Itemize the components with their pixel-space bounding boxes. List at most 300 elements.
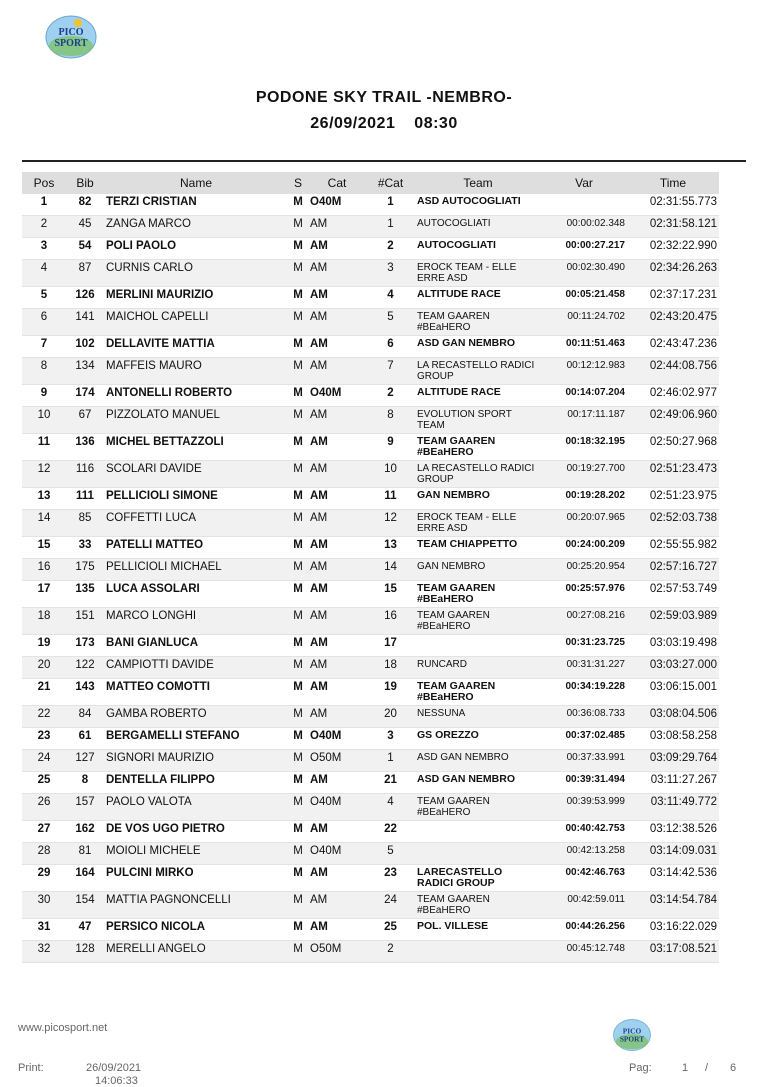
cell-team: TEAM GAAREN #BEaHERO xyxy=(415,434,541,461)
cell-name: BANI GIANLUCA xyxy=(104,635,288,657)
cell-cat: AM xyxy=(308,865,366,892)
cell-var: 00:19:27.700 xyxy=(541,461,627,488)
cell-var: 00:44:26.256 xyxy=(541,919,627,941)
cell-sex: M xyxy=(288,336,308,358)
cell-sex: M xyxy=(288,728,308,750)
cell-catpos: 23 xyxy=(366,865,415,892)
table-row xyxy=(22,794,719,821)
cell-var: 00:42:46.763 xyxy=(541,865,627,892)
cell-pos: 21 xyxy=(22,679,66,706)
cell-time: 03:08:58.258 xyxy=(627,728,719,750)
cell-catpos: 15 xyxy=(366,581,415,608)
cell-catpos: 8 xyxy=(366,407,415,434)
cell-catpos: 1 xyxy=(366,216,415,238)
col-header-bib: Bib xyxy=(66,172,104,194)
cell-bib: 128 xyxy=(66,941,104,963)
table-row xyxy=(22,750,719,772)
cell-cat: AM xyxy=(308,309,366,336)
cell-time: 03:17:08.521 xyxy=(627,941,719,963)
cell-name: MAICHOL CAPELLI xyxy=(104,309,288,336)
cell-bib: 85 xyxy=(66,510,104,537)
cell-name: PIZZOLATO MANUEL xyxy=(104,407,288,434)
cell-catpos: 17 xyxy=(366,635,415,657)
table-row xyxy=(22,728,719,750)
cell-var: 00:00:02.348 xyxy=(541,216,627,238)
cell-sex: M xyxy=(288,843,308,865)
picosport-logo-small xyxy=(612,1018,652,1052)
cell-bib: 54 xyxy=(66,238,104,260)
cell-bib: 61 xyxy=(66,728,104,750)
cell-catpos: 1 xyxy=(366,750,415,772)
cell-sex: M xyxy=(288,581,308,608)
cell-sex: M xyxy=(288,941,308,963)
cell-catpos: 12 xyxy=(366,510,415,537)
cell-catpos: 11 xyxy=(366,488,415,510)
cell-var: 00:39:31.494 xyxy=(541,772,627,794)
cell-cat: AM xyxy=(308,657,366,679)
cell-sex: M xyxy=(288,287,308,309)
table-row xyxy=(22,488,719,510)
cell-pos: 20 xyxy=(22,657,66,679)
cell-name: DE VOS UGO PIETRO xyxy=(104,821,288,843)
print-date: 26/09/2021 xyxy=(86,1062,142,1074)
cell-team: TEAM GAAREN #BEaHERO xyxy=(415,679,541,706)
cell-pos: 9 xyxy=(22,385,66,407)
cell-name: DENTELLA FILIPPO xyxy=(104,772,288,794)
cell-name: PERSICO NICOLA xyxy=(104,919,288,941)
cell-bib: 162 xyxy=(66,821,104,843)
cell-time: 02:32:22.990 xyxy=(627,238,719,260)
cell-cat: O50M xyxy=(308,750,366,772)
table-row xyxy=(22,537,719,559)
cell-pos: 26 xyxy=(22,794,66,821)
cell-var: 00:24:00.209 xyxy=(541,537,627,559)
cell-cat: AM xyxy=(308,608,366,635)
table-row xyxy=(22,941,719,963)
cell-sex: M xyxy=(288,216,308,238)
cell-var: 00:05:21.458 xyxy=(541,287,627,309)
cell-team: EROCK TEAM - ELLE ERRE ASD xyxy=(415,260,541,287)
cell-var xyxy=(541,194,627,216)
cell-time: 03:11:49.772 xyxy=(627,794,719,821)
cell-name: MARCO LONGHI xyxy=(104,608,288,635)
table-row xyxy=(22,461,719,488)
table-row xyxy=(22,336,719,358)
cell-time: 02:46:02.977 xyxy=(627,385,719,407)
cell-var: 00:25:57.976 xyxy=(541,581,627,608)
cell-name: MAFFEIS MAURO xyxy=(104,358,288,385)
cell-catpos: 2 xyxy=(366,385,415,407)
event-date: 26/09/2021 xyxy=(310,115,396,132)
cell-sex: M xyxy=(288,358,308,385)
cell-team: TEAM CHIAPPETTO xyxy=(415,537,541,559)
cell-team xyxy=(415,843,541,865)
cell-team: ASD AUTOCOGLIATI xyxy=(415,194,541,216)
cell-time: 02:37:17.231 xyxy=(627,287,719,309)
cell-var: 00:27:08.216 xyxy=(541,608,627,635)
cell-var: 00:31:31.227 xyxy=(541,657,627,679)
cell-time: 03:03:27.000 xyxy=(627,657,719,679)
cell-time: 02:49:06.960 xyxy=(627,407,719,434)
cell-name: ZANGA MARCO xyxy=(104,216,288,238)
cell-time: 02:34:26.263 xyxy=(627,260,719,287)
cell-sex: M xyxy=(288,537,308,559)
col-header-name: Name xyxy=(104,172,288,194)
cell-time: 02:55:55.982 xyxy=(627,537,719,559)
cell-team: LA RECASTELLO RADICI GROUP xyxy=(415,461,541,488)
cell-bib: 154 xyxy=(66,892,104,919)
cell-bib: 82 xyxy=(66,194,104,216)
cell-pos: 8 xyxy=(22,358,66,385)
cell-sex: M xyxy=(288,510,308,537)
cell-team: TEAM GAAREN #BEaHERO xyxy=(415,794,541,821)
cell-team: AUTOCOGLIATI xyxy=(415,238,541,260)
cell-var: 00:37:33.991 xyxy=(541,750,627,772)
cell-pos: 15 xyxy=(22,537,66,559)
cell-time: 03:12:38.526 xyxy=(627,821,719,843)
cell-team: ASD GAN NEMBRO xyxy=(415,772,541,794)
table-row xyxy=(22,216,719,238)
cell-cat: O40M xyxy=(308,194,366,216)
cell-catpos: 2 xyxy=(366,238,415,260)
cell-bib: 102 xyxy=(66,336,104,358)
cell-cat: AM xyxy=(308,537,366,559)
table-row xyxy=(22,706,719,728)
table-row xyxy=(22,772,719,794)
cell-sex: M xyxy=(288,309,308,336)
cell-name: MICHEL BETTAZZOLI xyxy=(104,434,288,461)
table-row xyxy=(22,821,719,843)
cell-pos: 2 xyxy=(22,216,66,238)
svg-text:SPORT: SPORT xyxy=(619,1034,645,1044)
cell-name: MATTEO COMOTTI xyxy=(104,679,288,706)
cell-pos: 3 xyxy=(22,238,66,260)
cell-time: 02:43:47.236 xyxy=(627,336,719,358)
cell-team: AUTOCOGLIATI xyxy=(415,216,541,238)
results-table xyxy=(22,172,719,963)
cell-catpos: 5 xyxy=(366,309,415,336)
cell-cat: O50M xyxy=(308,941,366,963)
cell-team: ALTITUDE RACE xyxy=(415,287,541,309)
cell-time: 02:44:08.756 xyxy=(627,358,719,385)
cell-pos: 5 xyxy=(22,287,66,309)
cell-team: LA RECASTELLO RADICI GROUP xyxy=(415,358,541,385)
cell-cat: AM xyxy=(308,581,366,608)
cell-bib: 134 xyxy=(66,358,104,385)
cell-bib: 127 xyxy=(66,750,104,772)
cell-team: RUNCARD xyxy=(415,657,541,679)
cell-bib: 126 xyxy=(66,287,104,309)
cell-name: CAMPIOTTI DAVIDE xyxy=(104,657,288,679)
cell-var: 00:40:42.753 xyxy=(541,821,627,843)
cell-time: 02:57:16.727 xyxy=(627,559,719,581)
cell-cat: AM xyxy=(308,772,366,794)
table-row xyxy=(22,679,719,706)
cell-pos: 11 xyxy=(22,434,66,461)
cell-var: 00:11:24.702 xyxy=(541,309,627,336)
cell-sex: M xyxy=(288,461,308,488)
cell-pos: 28 xyxy=(22,843,66,865)
table-row xyxy=(22,194,719,216)
page-total: 6 xyxy=(730,1062,737,1074)
cell-catpos: 5 xyxy=(366,843,415,865)
svg-text:PICO: PICO xyxy=(622,1026,642,1036)
cell-var: 00:42:13.258 xyxy=(541,843,627,865)
cell-pos: 1 xyxy=(22,194,66,216)
cell-team: GAN NEMBRO xyxy=(415,559,541,581)
cell-sex: M xyxy=(288,260,308,287)
title-divider xyxy=(22,160,746,162)
cell-bib: 151 xyxy=(66,608,104,635)
cell-var: 00:37:02.485 xyxy=(541,728,627,750)
cell-catpos: 13 xyxy=(366,537,415,559)
cell-team: POL. VILLESE xyxy=(415,919,541,941)
col-header-sex: S xyxy=(288,172,308,194)
cell-time: 02:31:55.773 xyxy=(627,194,719,216)
footer-website: www.picosport.net xyxy=(18,1022,108,1034)
cell-name: BERGAMELLI STEFANO xyxy=(104,728,288,750)
cell-catpos: 3 xyxy=(366,260,415,287)
cell-catpos: 20 xyxy=(366,706,415,728)
cell-sex: M xyxy=(288,559,308,581)
cell-sex: M xyxy=(288,657,308,679)
cell-catpos: 16 xyxy=(366,608,415,635)
cell-sex: M xyxy=(288,238,308,260)
cell-var: 00:20:07.965 xyxy=(541,510,627,537)
cell-pos: 12 xyxy=(22,461,66,488)
cell-catpos: 19 xyxy=(366,679,415,706)
cell-time: 03:14:42.536 xyxy=(627,865,719,892)
cell-name: PELLICIOLI SIMONE xyxy=(104,488,288,510)
cell-bib: 164 xyxy=(66,865,104,892)
cell-team: TEAM GAAREN #BEaHERO xyxy=(415,892,541,919)
cell-pos: 18 xyxy=(22,608,66,635)
table-row xyxy=(22,385,719,407)
cell-pos: 14 xyxy=(22,510,66,537)
cell-cat: O40M xyxy=(308,385,366,407)
table-row xyxy=(22,407,719,434)
cell-catpos: 6 xyxy=(366,336,415,358)
cell-sex: M xyxy=(288,794,308,821)
cell-catpos: 2 xyxy=(366,941,415,963)
cell-name: ANTONELLI ROBERTO xyxy=(104,385,288,407)
cell-time: 03:16:22.029 xyxy=(627,919,719,941)
cell-catpos: 25 xyxy=(366,919,415,941)
table-row xyxy=(22,309,719,336)
cell-catpos: 22 xyxy=(366,821,415,843)
cell-pos: 23 xyxy=(22,728,66,750)
cell-time: 03:09:29.764 xyxy=(627,750,719,772)
cell-bib: 81 xyxy=(66,843,104,865)
cell-var: 00:19:28.202 xyxy=(541,488,627,510)
cell-team: GS OREZZO xyxy=(415,728,541,750)
cell-time: 02:57:53.749 xyxy=(627,581,719,608)
cell-var: 00:45:12.748 xyxy=(541,941,627,963)
cell-team: EVOLUTION SPORT TEAM xyxy=(415,407,541,434)
table-row xyxy=(22,510,719,537)
cell-var: 00:42:59.011 xyxy=(541,892,627,919)
cell-cat: AM xyxy=(308,821,366,843)
cell-pos: 27 xyxy=(22,821,66,843)
cell-time: 02:51:23.975 xyxy=(627,488,719,510)
svg-text:SPORT: SPORT xyxy=(54,38,88,49)
table-row xyxy=(22,892,719,919)
cell-pos: 10 xyxy=(22,407,66,434)
cell-bib: 111 xyxy=(66,488,104,510)
cell-team: LARECASTELLO RADICI GROUP xyxy=(415,865,541,892)
cell-cat: AM xyxy=(308,434,366,461)
cell-var: 00:18:32.195 xyxy=(541,434,627,461)
col-header-cat: Cat xyxy=(308,172,366,194)
cell-name: POLI PAOLO xyxy=(104,238,288,260)
cell-catpos: 18 xyxy=(366,657,415,679)
cell-name: CURNIS CARLO xyxy=(104,260,288,287)
cell-bib: 122 xyxy=(66,657,104,679)
cell-team: GAN NEMBRO xyxy=(415,488,541,510)
cell-cat: AM xyxy=(308,510,366,537)
page-number: 1 xyxy=(682,1062,689,1074)
table-row xyxy=(22,919,719,941)
cell-sex: M xyxy=(288,488,308,510)
cell-sex: M xyxy=(288,706,308,728)
cell-team: ASD GAN NEMBRO xyxy=(415,336,541,358)
cell-pos: 30 xyxy=(22,892,66,919)
cell-var: 00:39:53.999 xyxy=(541,794,627,821)
cell-cat: O40M xyxy=(308,728,366,750)
cell-name: SIGNORI MAURIZIO xyxy=(104,750,288,772)
cell-cat: AM xyxy=(308,287,366,309)
cell-catpos: 4 xyxy=(366,794,415,821)
cell-var: 00:14:07.204 xyxy=(541,385,627,407)
cell-pos: 4 xyxy=(22,260,66,287)
cell-name: SCOLARI DAVIDE xyxy=(104,461,288,488)
cell-catpos: 10 xyxy=(366,461,415,488)
cell-cat: AM xyxy=(308,559,366,581)
table-header xyxy=(22,172,719,194)
col-header-team: Team xyxy=(415,172,541,194)
cell-cat: AM xyxy=(308,461,366,488)
cell-bib: 174 xyxy=(66,385,104,407)
table-row xyxy=(22,843,719,865)
cell-var: 00:12:12.983 xyxy=(541,358,627,385)
cell-time: 03:03:19.498 xyxy=(627,635,719,657)
cell-name: LUCA ASSOLARI xyxy=(104,581,288,608)
print-label: Print: xyxy=(18,1062,44,1074)
table-row xyxy=(22,635,719,657)
cell-pos: 19 xyxy=(22,635,66,657)
cell-sex: M xyxy=(288,407,308,434)
table-row xyxy=(22,865,719,892)
cell-sex: M xyxy=(288,608,308,635)
page-separator: / xyxy=(705,1062,709,1074)
cell-name: MATTIA PAGNONCELLI xyxy=(104,892,288,919)
cell-bib: 175 xyxy=(66,559,104,581)
cell-bib: 33 xyxy=(66,537,104,559)
cell-team: TEAM GAAREN #BEaHERO xyxy=(415,309,541,336)
cell-bib: 87 xyxy=(66,260,104,287)
event-title: PODONE SKY TRAIL -NEMBRO- xyxy=(255,89,513,106)
cell-var: 00:11:51.463 xyxy=(541,336,627,358)
cell-name: DELLAVITE MATTIA xyxy=(104,336,288,358)
cell-time: 02:52:03.738 xyxy=(627,510,719,537)
cell-pos: 29 xyxy=(22,865,66,892)
cell-team xyxy=(415,821,541,843)
cell-bib: 143 xyxy=(66,679,104,706)
cell-cat: O40M xyxy=(308,794,366,821)
cell-cat: AM xyxy=(308,238,366,260)
cell-var: 00:17:11.187 xyxy=(541,407,627,434)
cell-cat: AM xyxy=(308,216,366,238)
cell-team: TEAM GAAREN #BEaHERO xyxy=(415,608,541,635)
cell-team: EROCK TEAM - ELLE ERRE ASD xyxy=(415,510,541,537)
cell-name: PULCINI MIRKO xyxy=(104,865,288,892)
cell-name: TERZI CRISTIAN xyxy=(104,194,288,216)
cell-name: MOIOLI MICHELE xyxy=(104,843,288,865)
cell-cat: O40M xyxy=(308,843,366,865)
cell-catpos: 21 xyxy=(366,772,415,794)
cell-var: 00:31:23.725 xyxy=(541,635,627,657)
cell-name: PELLICIOLI MICHAEL xyxy=(104,559,288,581)
cell-sex: M xyxy=(288,635,308,657)
cell-cat: AM xyxy=(308,679,366,706)
table-row xyxy=(22,260,719,287)
cell-sex: M xyxy=(288,919,308,941)
cell-catpos: 7 xyxy=(366,358,415,385)
print-time: 14:06:33 xyxy=(95,1075,138,1087)
cell-time: 02:59:03.989 xyxy=(627,608,719,635)
cell-team xyxy=(415,635,541,657)
cell-bib: 67 xyxy=(66,407,104,434)
cell-pos: 7 xyxy=(22,336,66,358)
cell-catpos: 24 xyxy=(366,892,415,919)
cell-pos: 16 xyxy=(22,559,66,581)
cell-sex: M xyxy=(288,865,308,892)
col-header-catpos: #Cat xyxy=(366,172,415,194)
cell-time: 02:50:27.968 xyxy=(627,434,719,461)
event-datetime xyxy=(0,115,768,133)
cell-sex: M xyxy=(288,892,308,919)
cell-name: COFFETTI LUCA xyxy=(104,510,288,537)
cell-var: 00:36:08.733 xyxy=(541,706,627,728)
cell-time: 03:14:54.784 xyxy=(627,892,719,919)
cell-team xyxy=(415,941,541,963)
cell-team: ALTITUDE RACE xyxy=(415,385,541,407)
cell-bib: 116 xyxy=(66,461,104,488)
cell-time: 03:11:27.267 xyxy=(627,772,719,794)
cell-sex: M xyxy=(288,194,308,216)
col-header-pos: Pos xyxy=(22,172,66,194)
cell-name: PAOLO VALOTA xyxy=(104,794,288,821)
cell-pos: 17 xyxy=(22,581,66,608)
cell-cat: AM xyxy=(308,919,366,941)
cell-time: 03:14:09.031 xyxy=(627,843,719,865)
cell-bib: 141 xyxy=(66,309,104,336)
cell-pos: 13 xyxy=(22,488,66,510)
cell-bib: 47 xyxy=(66,919,104,941)
cell-team: TEAM GAAREN #BEaHERO xyxy=(415,581,541,608)
col-header-var: Var xyxy=(541,172,627,194)
cell-time: 03:06:15.001 xyxy=(627,679,719,706)
table-row xyxy=(22,559,719,581)
cell-catpos: 3 xyxy=(366,728,415,750)
cell-cat: AM xyxy=(308,635,366,657)
cell-cat: AM xyxy=(308,892,366,919)
cell-sex: M xyxy=(288,385,308,407)
table-row xyxy=(22,434,719,461)
cell-pos: 32 xyxy=(22,941,66,963)
cell-time: 02:51:23.473 xyxy=(627,461,719,488)
cell-bib: 135 xyxy=(66,581,104,608)
